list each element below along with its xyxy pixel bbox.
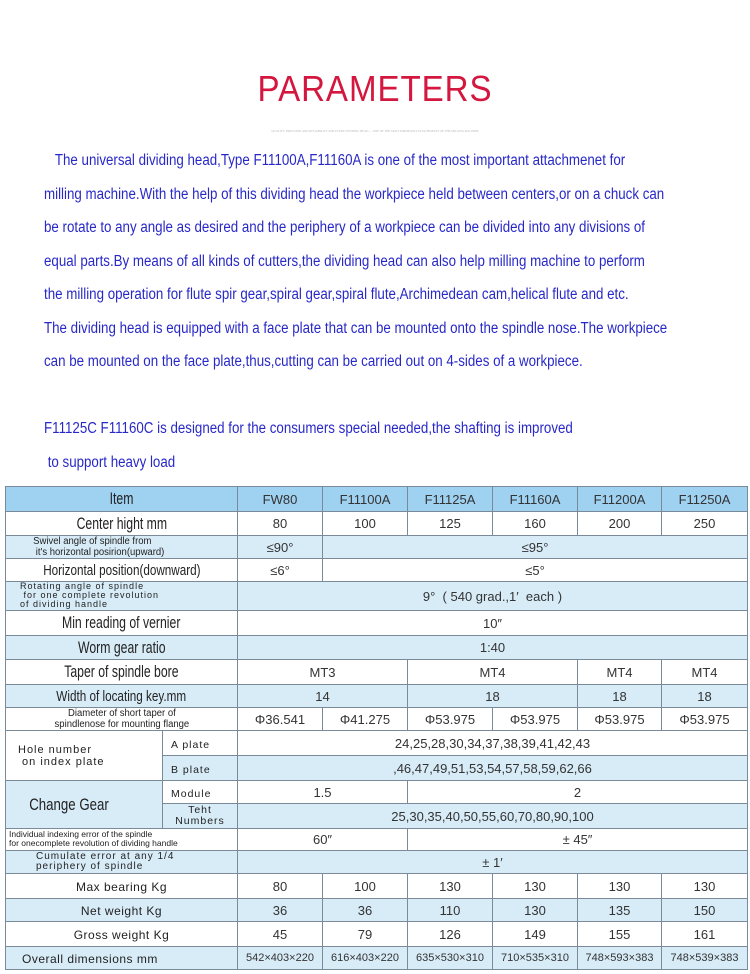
cell: 161 bbox=[662, 922, 748, 947]
header-model: F11160A bbox=[493, 487, 578, 512]
cell: ± 45″ bbox=[408, 829, 748, 851]
cell: ≤5° bbox=[323, 559, 748, 582]
sub-label: Teht Numbers bbox=[163, 804, 238, 829]
cell: 155 bbox=[578, 922, 662, 947]
cell: 160 bbox=[493, 512, 578, 536]
cell: Φ41.275 bbox=[323, 708, 408, 731]
sub-label: B plate bbox=[163, 756, 238, 781]
table-row-indexing-error bbox=[6, 829, 748, 851]
cell: 14 bbox=[238, 685, 408, 708]
cell: ≤95° bbox=[323, 536, 748, 559]
cell: 80 bbox=[238, 512, 323, 536]
cell: ≤6° bbox=[238, 559, 323, 582]
cell: 635×530×310 bbox=[408, 947, 493, 970]
cell: ± 1′ bbox=[238, 851, 748, 874]
cell: 130 bbox=[578, 874, 662, 899]
cell: 24,25,28,30,34,37,38,39,41,42,43 bbox=[238, 731, 748, 756]
cell: Φ36.541 bbox=[238, 708, 323, 731]
table-row-dimensions bbox=[6, 947, 748, 970]
sub-label: Module bbox=[163, 781, 238, 804]
table-row-worm-ratio bbox=[6, 636, 748, 660]
cell: 25,30,35,40,50,55,60,70,80,90,100 bbox=[238, 804, 748, 829]
cell: Φ53.975 bbox=[408, 708, 493, 731]
cell: 748×593×383 bbox=[578, 947, 662, 970]
cell: 130 bbox=[408, 874, 493, 899]
cell: 18 bbox=[662, 685, 748, 708]
parameters-table bbox=[5, 486, 748, 970]
note-line: F11125C F11160C is designed for the consumers special needed,the shafting is improved bbox=[44, 420, 573, 437]
cell: Φ53.975 bbox=[662, 708, 748, 731]
cell: 200 bbox=[578, 512, 662, 536]
cell: MT4 bbox=[408, 660, 578, 685]
intro-line: The universal dividing head,Type F11100A,F11160A is one of the most important attachmenet for bbox=[44, 152, 626, 169]
table-row-net-weight bbox=[6, 899, 748, 922]
row-label: Gross weight Kg bbox=[6, 922, 238, 947]
cell: 10″ bbox=[238, 611, 748, 636]
cell: 110 bbox=[408, 899, 493, 922]
row-label: Rotating angle of spindle for one complete revolution of dividing handle bbox=[6, 582, 238, 611]
table-row-swivel-upward bbox=[6, 536, 748, 559]
cell: 18 bbox=[578, 685, 662, 708]
sub-label: A plate bbox=[163, 731, 238, 756]
cell: 126 bbox=[408, 922, 493, 947]
row-label: Min reading of vernier bbox=[6, 611, 238, 636]
header-model: F11100A bbox=[323, 487, 408, 512]
note-line: to support heavy load bbox=[44, 453, 176, 471]
cell: 1.5 bbox=[238, 781, 408, 804]
table-row-gross-weight bbox=[6, 922, 748, 947]
row-label-hole-number: Hole number on index plate bbox=[6, 731, 163, 781]
table-row-change-gear-module bbox=[6, 781, 748, 804]
note-paragraph bbox=[44, 412, 637, 479]
cell: 9° ( 540 grad.,1′ each ) bbox=[238, 582, 748, 611]
intro-paragraph bbox=[44, 144, 668, 379]
table-row-cumulate-error bbox=[6, 851, 748, 874]
table-row-rotating-angle bbox=[6, 582, 748, 611]
cell: 60″ bbox=[238, 829, 408, 851]
header-model: F11250A bbox=[662, 487, 748, 512]
intro-line: the milling operation for flute spir gear,spiral gear,spiral flute,Archimedean cam,helical flute and etc. bbox=[44, 286, 629, 303]
row-label: Worm gear ratio bbox=[6, 636, 238, 660]
cell: MT4 bbox=[578, 660, 662, 685]
cell: 130 bbox=[493, 899, 578, 922]
row-label: Net weight Kg bbox=[6, 899, 238, 922]
cell: 130 bbox=[493, 874, 578, 899]
table-row-taper-bore bbox=[6, 660, 748, 685]
row-label: Overall dimensions mm bbox=[6, 947, 238, 970]
header-model: FW80 bbox=[238, 487, 323, 512]
cell: 100 bbox=[323, 874, 408, 899]
header-model: F11200A bbox=[578, 487, 662, 512]
cell: 79 bbox=[323, 922, 408, 947]
cell: 250 bbox=[662, 512, 748, 536]
cell: ≤90° bbox=[238, 536, 323, 559]
header-item: Item bbox=[6, 487, 238, 512]
row-label: Taper of spindle bore bbox=[6, 660, 238, 685]
cell: 542×403×220 bbox=[238, 947, 323, 970]
table-row-short-taper bbox=[6, 708, 748, 731]
cell: 149 bbox=[493, 922, 578, 947]
cell: 36 bbox=[323, 899, 408, 922]
page-title: PARAMETERS bbox=[257, 68, 493, 109]
table-row-center-height bbox=[6, 512, 748, 536]
cell: 100 bbox=[323, 512, 408, 536]
row-label: Center hight mm bbox=[6, 512, 238, 536]
cell: 2 bbox=[408, 781, 748, 804]
table-row-hole-a-plate bbox=[6, 731, 748, 756]
row-label: Swivel angle of spindle from it's horizontal posirion(upward) bbox=[6, 536, 238, 559]
intro-line: The dividing head is equipped with a face plate that can be mounted onto the spindle nose.The workpiece bbox=[44, 319, 668, 337]
row-label: Individual indexing error of the spindle for onecomplete revolution of dividing handle bbox=[6, 829, 238, 851]
cell: 616×403×220 bbox=[323, 947, 408, 970]
cell: MT4 bbox=[662, 660, 748, 685]
header-model: F11125A bbox=[408, 487, 493, 512]
row-label: Width of locating key.mm bbox=[6, 685, 238, 708]
cell: Φ53.975 bbox=[578, 708, 662, 731]
cell: 130 bbox=[662, 874, 748, 899]
row-label: Horizontal position(downward) bbox=[6, 559, 238, 582]
intro-line: be rotate to any angle as desired and the periphery of a workpiece can be divided into any divisions of bbox=[44, 219, 645, 236]
row-label: Max bearing Kg bbox=[6, 874, 238, 899]
row-label: Cumulate error at any 1/4 periphery of spindle bbox=[6, 851, 238, 874]
cell: MT3 bbox=[238, 660, 408, 685]
fineprint-caption: QUALITY, PRECISION AND RELIABILITY FOR EVERY DIVIDING HEAD — ONE OF THE MOST IMPORTANT ATTACHMENTS OF THE MILLING MACHINE bbox=[271, 129, 479, 133]
cell: 710×535×310 bbox=[493, 947, 578, 970]
cell: 748×539×383 bbox=[662, 947, 748, 970]
cell: 80 bbox=[238, 874, 323, 899]
cell: 45 bbox=[238, 922, 323, 947]
table-row-max-bearing bbox=[6, 874, 748, 899]
cell: Φ53.975 bbox=[493, 708, 578, 731]
cell: 150 bbox=[662, 899, 748, 922]
intro-line: can be mounted on the face plate,thus,cutting can be carried out on 4-sides of a workpiece. bbox=[44, 353, 583, 370]
table-row-swivel-downward bbox=[6, 559, 748, 582]
intro-line: equal parts.By means of all kinds of cutters,the dividing head can also help milling machine to perform bbox=[44, 252, 645, 270]
cell: 125 bbox=[408, 512, 493, 536]
cell: ,46,47,49,51,53,54,57,58,59,62,66 bbox=[238, 756, 748, 781]
cell: 36 bbox=[238, 899, 323, 922]
cell: 18 bbox=[408, 685, 578, 708]
table-row-locating-key bbox=[6, 685, 748, 708]
table-header-row bbox=[6, 487, 748, 512]
cell: 135 bbox=[578, 899, 662, 922]
cell: 1:40 bbox=[238, 636, 748, 660]
intro-line: milling machine.With the help of this dividing head the workpiece held between centers,or on a chuck can bbox=[44, 185, 665, 203]
row-label-change-gear: Change Gear bbox=[6, 781, 163, 829]
table-row-vernier bbox=[6, 611, 748, 636]
row-label: Diameter of short taper of spindlenose for mounting flange bbox=[6, 708, 238, 731]
